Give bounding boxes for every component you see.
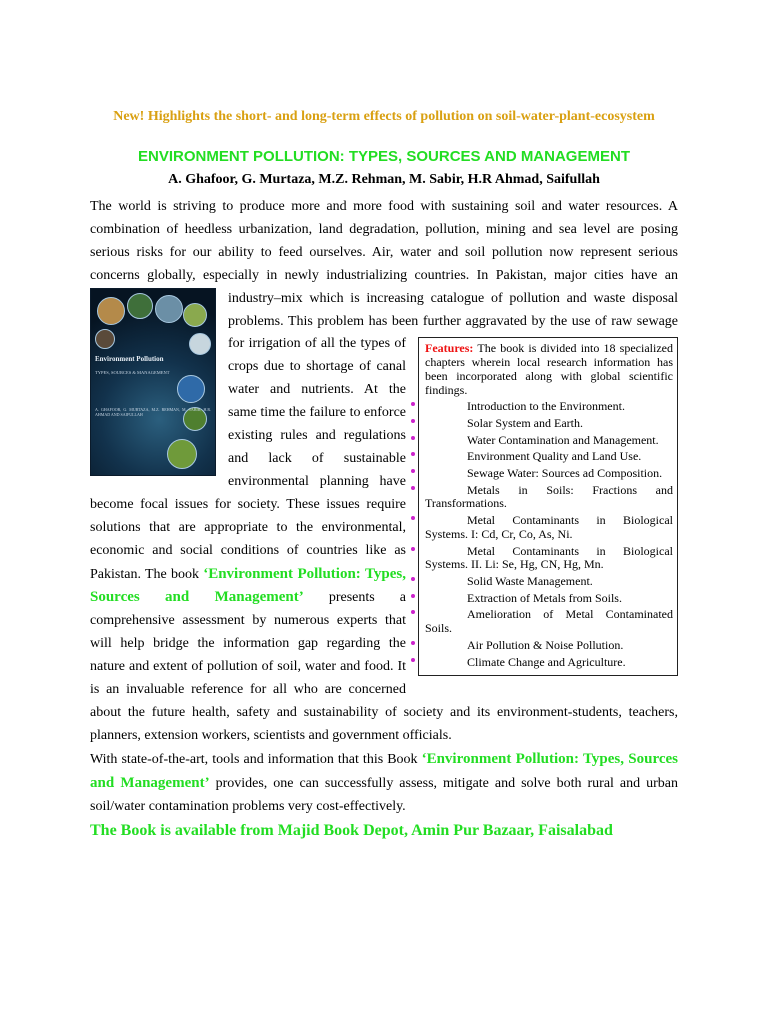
features-intro <box>425 342 673 397</box>
paragraph-intro-end: presents a comprehensive assessment by numerous experts that will help bridge the information gap regarding the nature and extent of pollution of soil, water and food. It is an invaluable reference for all who are concerned about the future health, safety and sustainability of society and its environment-students, teachers, planners, extension workers, scientists and government officials. <box>90 590 678 743</box>
features-item-text: Air Pollution & Noise Pollution. <box>467 637 624 652</box>
bullet-icon <box>411 577 415 581</box>
features-list-item <box>425 608 673 635</box>
paragraph-tools-end: provides, one can successfully assess, mitigate and solve both rural and urban soil/water contamination problems very cost-effectively. <box>90 775 679 814</box>
cover-photo-circle <box>127 293 153 319</box>
paragraph-intro <box>90 196 678 748</box>
features-item-text: Metal Contaminants in Biological Systems. II. Li: Se, Hg, CN, Hg, Mn. <box>425 543 673 572</box>
features-item-text: Extraction of Metals from Soils. <box>467 590 622 605</box>
features-item-text: Introduction to the Environment. <box>467 399 625 414</box>
bullet-icon <box>411 641 415 645</box>
features-list-item <box>425 450 673 464</box>
authors-line: A. Ghafoor, G. Murtaza, M.Z. Rehman, M. Sabir, H.R Ahmad, Saifullah <box>168 172 600 187</box>
cover-photo-circle <box>155 295 183 323</box>
paragraph-intro-part: industry–mix which is increasing catalogue of pollution and waste disposal problems. This problem has been further aggravated by the use of raw <box>228 290 678 329</box>
features-list-item <box>425 656 673 670</box>
cover-photo-circle <box>177 375 205 403</box>
features-item-text: Solar System and Earth. <box>467 415 583 430</box>
book-name-highlight: ‘Environment Pollution: Types, Sources and Management’ <box>90 565 406 606</box>
features-list-item <box>425 417 673 431</box>
features-item-text: Environment Quality and Land Use. <box>467 449 642 464</box>
main-text <box>90 196 678 843</box>
availability-note: The Book is available from Majid Book Depot, Amin Pur Bazaar, Faisalabad <box>90 822 613 840</box>
features-list-item <box>425 484 673 511</box>
features-item-text: Amelioration of Metal Contaminated Soils. <box>425 607 673 636</box>
features-item-text: Solid Waste Management. <box>467 573 593 588</box>
bullet-icon <box>411 486 415 490</box>
features-list-item <box>425 514 673 541</box>
flyer-page <box>90 0 678 1024</box>
bullet-icon <box>411 419 415 423</box>
features-list-item <box>425 467 673 481</box>
bullet-icon <box>411 658 415 662</box>
bullet-icon <box>411 436 415 440</box>
bullet-icon <box>411 594 415 598</box>
cover-photo-circle <box>167 439 197 469</box>
features-list-item <box>425 545 673 572</box>
features-item-text: Climate Change and Agriculture. <box>467 654 626 669</box>
bullet-icon <box>411 452 415 456</box>
features-list-item <box>425 592 673 606</box>
paragraph-tools-start: With state-of-the-art, tools and information that this Book <box>90 751 422 767</box>
cover-photo-circle <box>183 303 207 327</box>
bullet-icon <box>411 469 415 473</box>
book-cover-image <box>90 288 216 476</box>
features-item-text: Water Contamination and Management. <box>467 432 659 447</box>
features-box <box>418 337 678 676</box>
bullet-icon <box>411 610 415 614</box>
bullet-icon <box>411 547 415 551</box>
book-name-highlight-2: ‘Environment Pollution: Types, Sources and Management’ <box>90 750 678 791</box>
book-title-heading: ENVIRONMENT POLLUTION: TYPES, SOURCES AND MANAGEMENT <box>138 148 630 165</box>
features-intro-text: The book is divided into 18 specialized chapters wherein local research information has been incorporated along with global scientific findings. <box>425 341 673 397</box>
features-list-item <box>425 575 673 589</box>
cover-title: Environment Pollution <box>95 354 164 363</box>
features-list <box>425 400 673 669</box>
features-list-item <box>425 400 673 414</box>
features-list-item <box>425 434 673 448</box>
features-item-text: Metals in Soils: Fractions and Transformations. <box>425 482 673 511</box>
features-item-text: Metal Contaminants in Biological Systems. I: Cd, Cr, Co, As, Ni. <box>425 513 673 541</box>
paragraph-intro-part: The world is striving to produce more and more food with sustaining soil and water resources. A combination of heedless urbanization, land degradation, pollution, mining and sea level are posing serious risks for our ability to feed ourselves. Air, water and soil pollution now represent serious concerns globally, especially in newly industrializing countries. In Pakistan, major cities have an <box>90 199 678 283</box>
cover-authors: A. GHAFOOR, G. MURTAZA, M.Z. REHMAN, M. SABIR, H.R. AHMAD AND SAIFULLAH <box>95 406 211 417</box>
bullet-icon <box>411 516 415 520</box>
paragraph-tools <box>90 748 678 819</box>
cover-photo-circle <box>189 333 211 355</box>
cover-photo-circle <box>97 297 125 325</box>
bullet-icon <box>411 402 415 406</box>
features-list-item <box>425 639 673 653</box>
features-item-text: Sewage Water: Sources ad Composition. <box>467 466 663 481</box>
cover-photo-circle <box>95 329 115 349</box>
cover-subtitle: TYPES, SOURCES & MANAGEMENT <box>95 369 170 375</box>
tagline: New! Highlights the short- and long-term effects of pollution on soil-water-plant-ecosystem <box>113 109 655 124</box>
features-label: Features: <box>425 341 474 356</box>
paragraph-intro-part: sewage for irrigation of all the types of crops due to shortage of canal water and nutrients. At the same time the failure to enforce existing rules and regulations and lack of sustainable environmental planning have become focal issues for society. These issues require solutions that are appropriate to the environmental, economic and social conditions of countries like as Pakistan. The book <box>90 313 678 582</box>
